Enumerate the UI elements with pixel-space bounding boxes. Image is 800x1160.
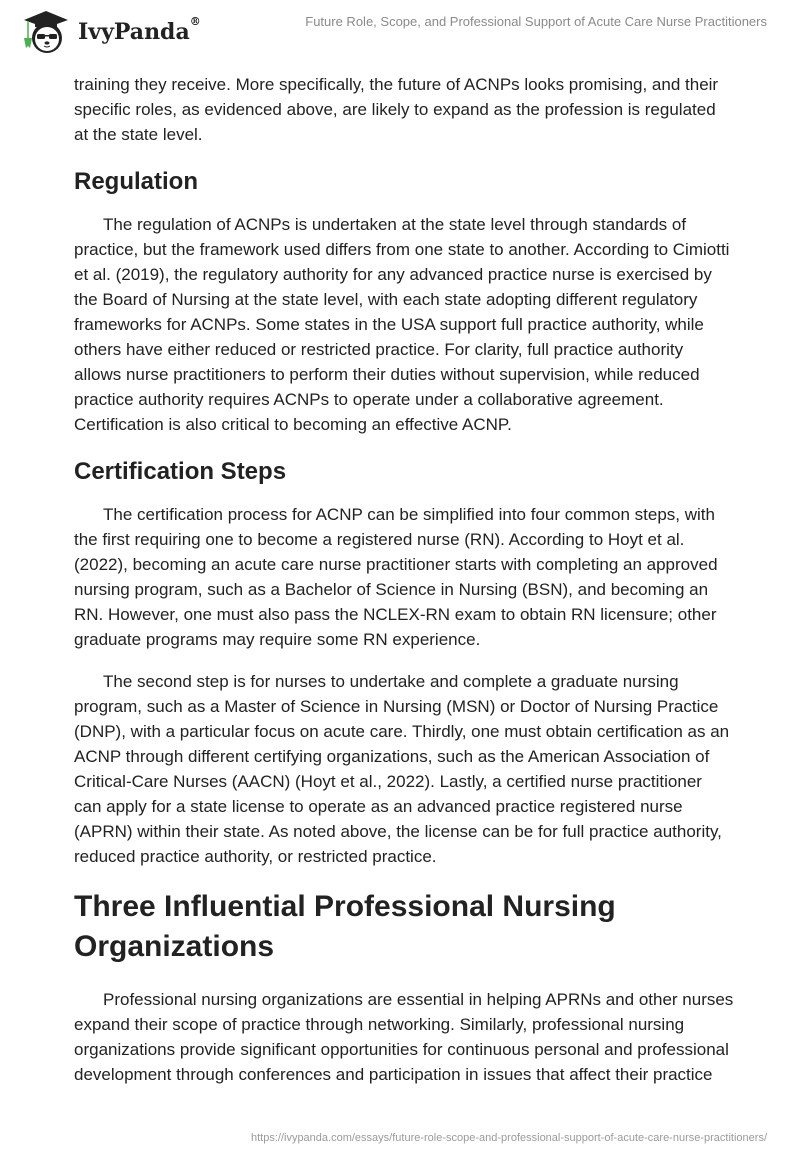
page-header <box>0 0 800 62</box>
intro-paragraph: training they receive. More specifically, the future of ACNPs looks promising, and their specific roles, as evidenced above, are likely to expand as the profession is regulated at the state level. <box>74 75 719 144</box>
organizations-paragraph: Professional nursing organizations are essential in helping APRNs and other nurses expand their scope of practice through networking. Similarly, professional nursing organizations provide significant opportunities for continuous personal and professional development through conferences and participation in issues that affect their practice <box>74 990 734 1084</box>
panda-graduate-icon <box>18 8 74 56</box>
essay-content <box>74 72 734 1087</box>
certification-heading: Certification Steps <box>74 458 287 485</box>
regulation-heading: Regulation <box>74 168 198 195</box>
source-url[interactable]: https://ivypanda.com/essays/future-role-scope-and-professional-support-of-acute-care-nurse-practitioners/ <box>250 1132 767 1144</box>
certification-paragraph-2: The second step is for nurses to undertake and complete a graduate nursing program, such as a Master of Science in Nursing (MSN) or Doctor of Nursing Practice (DNP), with a particular focus on acute care. Thirdly, one must obtain certification as an ACNP through different certifying organizations, such as the American Association of Critical-Care Nurses (AACN) (Hoyt et al., 2022). Lastly, a certified nurse practitioner can apply for a state license to operate as an advanced practice registered nurse (APRN) within their state. As noted above, the license can be for full practice authority, reduced practice authority, or restricted practice. <box>74 672 730 866</box>
document-title: Future Role, Scope, and Professional Support of Acute Care Nurse Practitioners <box>305 14 767 29</box>
certification-paragraph-1: The certification process for ACNP can be simplified into four common steps, with the first requiring one to become a registered nurse (RN). According to Hoyt et al. (2022), becoming an acute care nurse practitioner starts with completing an approved nursing program, such as a Bachelor of Science in Nursing (BSN), and becoming an RN. However, one must also pass the NCLEX-RN exam to obtain RN licensure; other graduate programs may require some RN experience. <box>74 505 718 649</box>
logo-text: IvyPanda® <box>78 15 201 45</box>
regulation-paragraph: The regulation of ACNPs is undertaken at the state level through standards of practice, but the framework used differs from one state to another. According to Cimiotti et al. (2019), the regulatory authority for any advanced practice nurse is exercised by the Board of Nursing at the state level, with each state adopting different regulatory frameworks for ACNPs. Some states in the USA support full practice authority, while others have either reduced or restricted practice. For clarity, full practice authority allows nurse practitioners to perform their duties without supervision, while reduced practice authority requires ACNPs to operate under a collaborative agreement. Certification is also critical to becoming an effective ACNP. <box>74 215 730 434</box>
organizations-heading: Three Influential Professional Nursing Organizations <box>74 890 616 963</box>
ivypanda-logo[interactable] <box>18 8 201 56</box>
